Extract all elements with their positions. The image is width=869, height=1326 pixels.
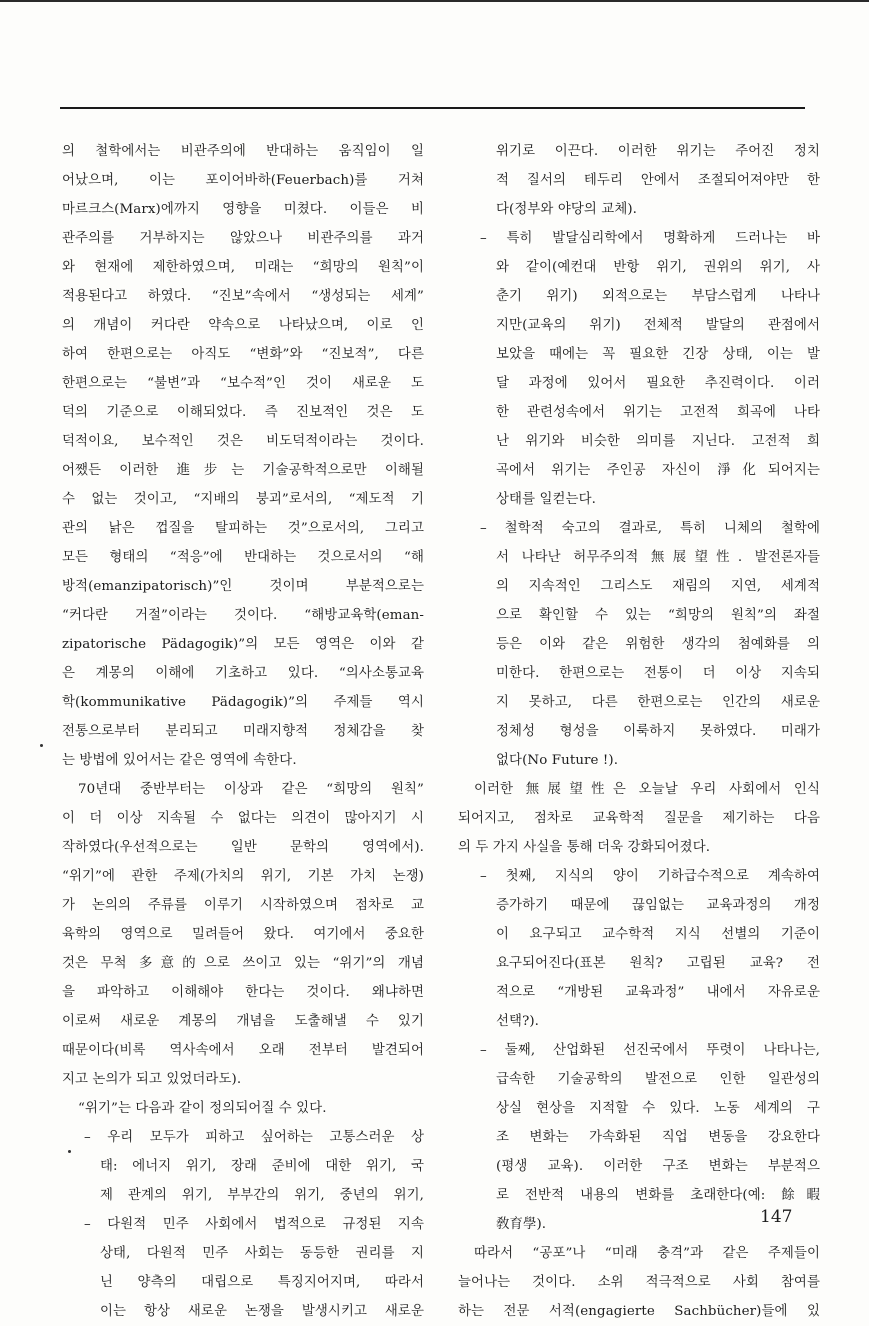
- left-column-line: 작하였다(우선적으로는 일반 문학의 영역에서).: [62, 840, 424, 855]
- scan-speck: [68, 1150, 71, 1153]
- right-column-line: 한 관련성속에서 위기는 고전적 희곡에 나타: [496, 405, 820, 420]
- left-column-line: 마르크스(Marx)에까지 영향을 미쳤다. 이들은 비: [62, 202, 424, 217]
- right-column-line: – 첫째, 지식의 양이 기하급수적으로 계속하여: [480, 869, 820, 884]
- right-column-line: 없다(No Future !).: [496, 753, 619, 768]
- left-column-line: 학(kommunikative Pädagogik)”의 주제들 역시: [62, 695, 424, 710]
- left-column-line: – 다원적 민주 사회에서 법적으로 규정된 지속: [84, 1217, 424, 1232]
- left-column-line: 관의 낡은 껍질을 탈피하는 것”으로서의, 그리고: [62, 521, 424, 536]
- right-column-line: – 특히 발달심리학에서 명확하게 드러나는 바: [480, 231, 820, 246]
- right-column-line: 춘기 위기) 외적으로는 부담스럽게 나타나: [496, 289, 820, 304]
- left-column-line: 지고 논의가 되고 있었더라도).: [62, 1072, 242, 1087]
- right-column-line: 하는 전문 서적(engagierte Sachbücher)들에 있: [458, 1304, 820, 1319]
- left-column-line: 와 현재에 제한하였으며, 미래는 “희망의 원칙”이: [62, 260, 424, 275]
- right-column-line: 곡에서 위기는 주인공 자신이 淨化되어지는: [496, 463, 820, 478]
- right-column-line: 늘어나는 것이다. 소위 적극적으로 사회 참여를: [458, 1275, 820, 1290]
- left-column-line: 상태, 다원적 민주 사회는 동등한 권리를 지: [100, 1246, 424, 1261]
- left-column-line: 관주의를 거부하지는 않았으나 비관주의를 과거: [62, 231, 424, 246]
- right-column-line: 따라서 “공포”나 “미래 충격”과 같은 주제들이: [474, 1246, 820, 1261]
- right-column-line: 조 변화는 가속화된 직업 변동을 강요한다: [496, 1130, 820, 1145]
- right-column-line: 달 과정에 있어서 필요한 추진력이다. 이러: [496, 376, 820, 391]
- left-column-line: 태: 에너지 위기, 장래 준비에 대한 위기, 국: [100, 1159, 424, 1174]
- right-column-line: – 철학적 숙고의 결과로, 특히 니체의 철학에: [480, 521, 820, 536]
- right-column-line: 적 질서의 테두리 안에서 조절되어져야만 한: [496, 173, 820, 188]
- left-column-line: 의 개념이 커다란 약속으로 나타났으며, 이로 인: [62, 318, 424, 333]
- right-column-line: 적으로 “개방된 교육과정” 내에서 자유로운: [496, 985, 820, 1000]
- right-column-line: 위기로 이끈다. 이러한 위기는 주어진 정치: [496, 144, 820, 159]
- left-column-line: 수 없는 것이고, “지배의 붕괴”로서의, “제도적 기: [62, 492, 424, 507]
- left-column-line: 가 논의의 주류를 이루기 시작하였으며 점차로 교: [62, 898, 424, 913]
- right-column-line: 보았을 때에는 꼭 필요한 긴장 상태, 이는 발: [496, 347, 820, 362]
- left-column-line: 제 관계의 위기, 부부간의 위기, 중년의 위기,: [100, 1188, 424, 1203]
- right-column-line: 으로 확인할 수 있는 “희망의 원칙”의 좌절: [496, 608, 820, 623]
- left-column-line: 육학의 영역으로 밀려들어 왔다. 여기에서 중요한: [62, 927, 424, 942]
- right-column-line: 선택?).: [496, 1014, 540, 1029]
- left-column-line: “커다란 거절”이라는 것이다. “해방교육학(eman-: [62, 608, 424, 623]
- right-column-line: 난 위기와 비슷한 의미를 지닌다. 고전적 희: [496, 434, 820, 449]
- left-column-line: 어났으며, 이는 포이어바하(Feuerbach)를 거쳐: [62, 173, 424, 188]
- right-column-line: 상실 현상을 지적할 수 있다. 노동 세계의 구: [496, 1101, 820, 1116]
- right-column-line: 요구되어진다(표본 원칙? 고립된 교육? 전: [496, 956, 820, 971]
- left-column-line: 이로써 새로운 계몽의 개념을 도출해낼 수 있기: [62, 1014, 424, 1029]
- left-column-line: 는 방법에 있어서는 같은 영역에 속한다.: [62, 753, 297, 768]
- left-column-line: 것은 무척 多意的으로 쓰이고 있는 “위기”의 개념: [62, 956, 424, 971]
- left-column-line: 전통으로부터 분리되고 미래지향적 정체감을 찾: [62, 724, 424, 739]
- right-column-line: 敎育學).: [496, 1217, 547, 1232]
- right-column-line: 증가하기 때문에 끊임없는 교육과정의 개정: [496, 898, 820, 913]
- right-column-line: 이 요구되고 교수학적 지식 선별의 기준이: [496, 927, 820, 942]
- left-column-line: “위기”는 다음과 같이 정의되어질 수 있다.: [78, 1101, 327, 1116]
- right-column-line: 되어지고, 점차로 교육학적 질문을 제기하는 다음: [458, 811, 820, 826]
- left-column-line: – 우리 모두가 피하고 싶어하는 고통스러운 상: [84, 1130, 424, 1145]
- right-column-line: 다(정부와 야당의 교체).: [496, 202, 638, 217]
- left-column-line: 을 파악하고 이해해야 한다는 것이다. 왜냐하면: [62, 985, 424, 1000]
- left-column-line: 이는 항상 새로운 논쟁을 발생시키고 새로운: [100, 1304, 424, 1319]
- right-column-line: 와 같이(예컨대 반항 위기, 권위의 위기, 사: [496, 260, 820, 275]
- right-column-line: 이러한 無展望性은 오늘날 우리 사회에서 인식: [474, 782, 820, 797]
- right-column-line: 등은 이와 같은 위험한 생각의 첨예화를 의: [496, 637, 820, 652]
- right-column-line: 의 지속적인 그리스도 재림의 지연, 세계적: [496, 579, 820, 594]
- left-column: [62, 137, 424, 1326]
- right-column-line: 정체성 형성을 이룩하지 못하였다. 미래가: [496, 724, 820, 739]
- left-column-line: zipatorische Pädagogik)”의 모든 영역은 이와 같: [62, 637, 424, 652]
- left-column-line: 이 더 이상 지속될 수 없다는 의견이 많아지기 시: [62, 811, 424, 826]
- left-column-line: 닌 양측의 대립으로 특징지어지며, 따라서: [100, 1275, 424, 1290]
- page-top-edge: [0, 0, 869, 2]
- left-column-line: 의 철학에서는 비관주의에 반대하는 움직임이 일: [62, 144, 424, 159]
- left-column-line: 70년대 중반부터는 이상과 같은 “희망의 원칙”: [78, 782, 424, 797]
- scan-speck: [40, 744, 43, 747]
- left-column-line: “위기”에 관한 주제(가치의 위기, 기본 가치 논쟁): [62, 869, 424, 884]
- right-column: [458, 137, 820, 1326]
- left-column-line: 덕적이요, 보수적인 것은 비도덕적이라는 것이다.: [62, 434, 424, 449]
- right-column-line: 상태를 일컫는다.: [496, 492, 596, 507]
- right-column-line: 의 두 가지 사실을 통해 더욱 강화되어졌다.: [458, 840, 711, 855]
- left-column-line: 덕의 기준으로 이해되었다. 즉 진보적인 것은 도: [62, 405, 424, 420]
- left-column-line: 어쨌든 이러한 進步는 기술공학적으로만 이해될: [62, 463, 424, 478]
- right-column-line: 지 못하고, 다른 한편으로는 인간의 새로운: [496, 695, 820, 710]
- left-column-line: 적용된다고 하였다. “진보”속에서 “생성되는 세계”: [62, 289, 424, 304]
- right-column-line: – 둘째, 산업화된 선진국에서 뚜렷이 나타나는,: [480, 1043, 820, 1058]
- right-column-line: 급속한 기술공학의 발전으로 인한 일관성의: [496, 1072, 820, 1087]
- right-column-line: 로 전반적 내용의 변화를 초래한다(예: 餘暇: [496, 1188, 820, 1203]
- left-column-line: 한편으로는 “불변”과 “보수적”인 것이 새로운 도: [62, 376, 424, 391]
- left-column-line: 모든 형태의 “적응”에 반대하는 것으로서의 “해: [62, 550, 424, 565]
- left-column-line: 때문이다(비록 역사속에서 오래 전부터 발견되어: [62, 1043, 424, 1058]
- header-rule: [60, 107, 805, 109]
- left-column-line: 방적(emanzipatorisch)”인 것이며 부분적으로는: [62, 579, 424, 594]
- right-column-line: 미한다. 한편으로는 전통이 더 이상 지속되: [496, 666, 820, 681]
- page-number: 147: [760, 1207, 793, 1227]
- right-column-line: (평생 교육). 이러한 구조 변화는 부분적으: [496, 1159, 820, 1174]
- left-column-line: 하여 한편으로는 아직도 “변화”와 “진보적”, 다른: [62, 347, 424, 362]
- left-column-line: 은 계몽의 이해에 기초하고 있다. “의사소통교육: [62, 666, 424, 681]
- right-column-line: 서 나타난 허무주의적 無展望性. 발전론자들: [496, 550, 820, 565]
- right-column-line: 지만(교육의 위기) 전체적 발달의 관점에서: [496, 318, 820, 333]
